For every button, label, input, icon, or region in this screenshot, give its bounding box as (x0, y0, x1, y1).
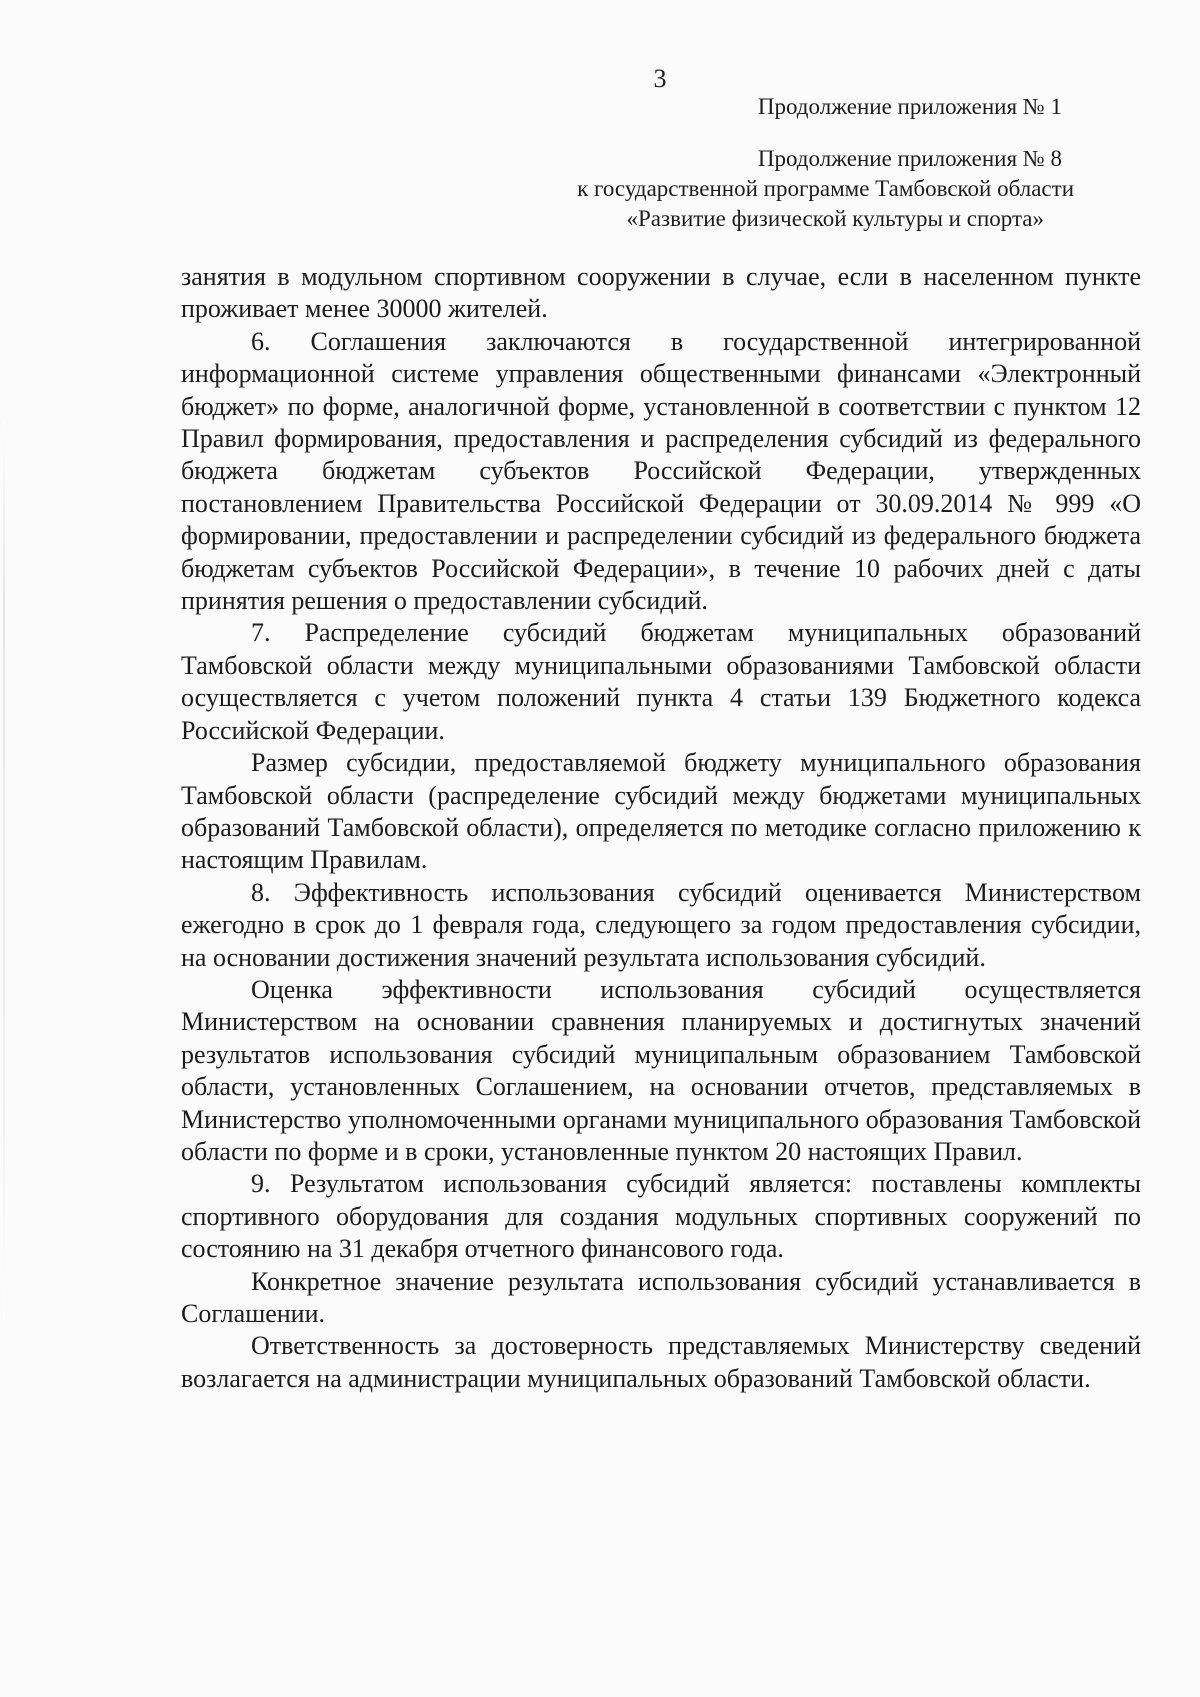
paragraph-continuation: занятия в модульном спортивном сооружении в случае, если в населенном пункте проживает менее 30000 жителей. (181, 262, 1141, 324)
page-number: 3 (653, 64, 667, 93)
header-program-title: «Развитие физической культуры и спорта» (626, 206, 1044, 231)
header-continuation-appendix-1: Продолжение приложения № 1 (757, 94, 1062, 119)
paragraph-efficiency-assessment: Оценка эффективности использования субсидий осуществляется Министерством на основании сравнения планируемых и достигнутых значений результатов использования субсидий муниципальным образованием Тамбовской области, установленных Соглашением, на основании отчетов, представляемых в Министерство уполномоченными органами муниципального образования Тамбовской области по форме и в сроки, установленные пунктом 20 настоящих Правил. (181, 974, 1141, 1166)
paragraph-clause-9: 9. Результатом использования субсидий является: поставлены комплекты спортивного оборудования для создания модульных спортивных сооружений по состоянию на 31 декабря отчетного финансового года. (181, 1169, 1141, 1264)
header-continuation-appendix-8: Продолжение приложения № 8 (757, 146, 1062, 171)
paragraph-specific-value: Конкретное значение результата использования субсидий устанавливается в Соглашении. (181, 1266, 1141, 1328)
header-program-reference: к государственной программе Тамбовской области (577, 176, 1074, 201)
paragraph-subsidy-size: Размер субсидии, предоставляемой бюджету муниципального образования Тамбовской области (распределение субсидий между бюджетами муниципальных образований Тамбовской области), определяется по методике согласно приложению к настоящим Правилам. (181, 748, 1141, 875)
paragraph-clause-8: 8. Эффективность использования субсидий оценивается Министерством ежегодно в срок до 1 февраля года, следующего за годом предоставления субсидии, на основании достижения значений результата использования субсидий. (181, 877, 1141, 972)
paragraph-clause-6: 6. Соглашения заключаются в государственной интегрированной информационной системе управления общественными финансами «Электронный бюджет» по форме, аналогичной форме, установленной в соответствии с пунктом 12 Правил формирования, предоставления и распределения субсидий из федерального бюджета бюджетам субъектов Российской Федерации, утвержденных постановлением Правительства Российской Федерации от 30.09.2014 № 999 «О формировании, предоставлении и распределении субсидий из федерального бюджета бюджетам субъектов Российской Федерации», в течение 10 рабочих дней с даты принятия решения о предоставлении субсидий. (181, 326, 1141, 616)
document-header (374, 92, 1074, 234)
paragraph-responsibility: Ответственность за достоверность представляемых Министерству сведений возлагается на администрации муниципальных образований Тамбовской области. (181, 1331, 1141, 1393)
document-body (181, 261, 1141, 1395)
paragraph-clause-7: 7. Распределение субсидий бюджетам муниципальных образований Тамбовской области между муниципальными образованиями Тамбовской области осуществляется с учетом положений пункта 4 статьи 139 Бюджетного кодекса Российской Федерации. (181, 618, 1141, 745)
